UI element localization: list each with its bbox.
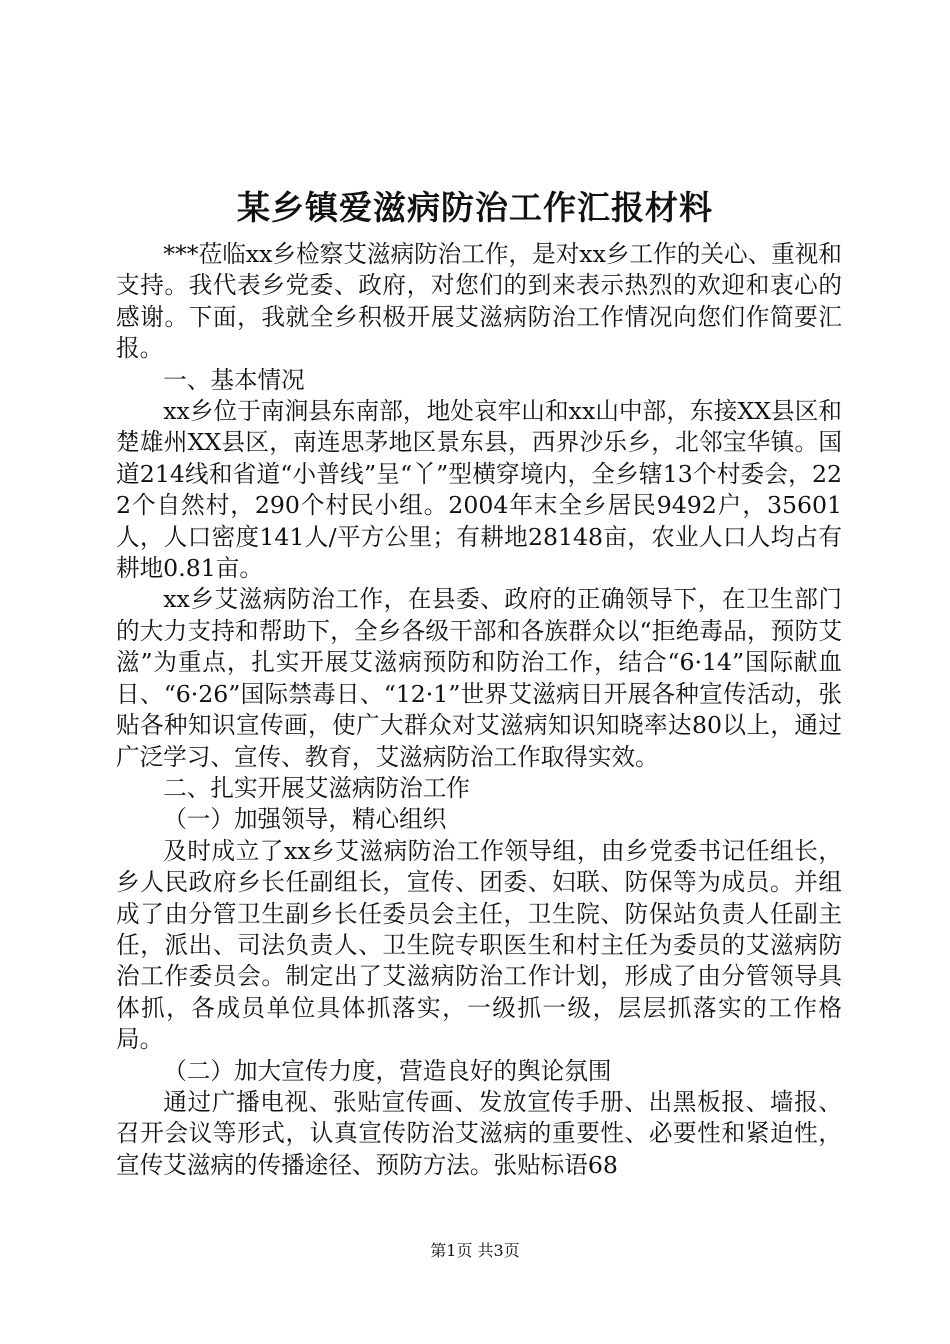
document-body: [116, 239, 842, 1181]
subsection-heading-publicity: （二）加大宣传力度，营造良好的舆论氛围: [163, 1056, 612, 1085]
intro-paragraph: ***莅临xx乡检察艾滋病防治工作，是对xx乡工作的关心、重视和支持。我代表乡党委、政府，对您们的到来表示热烈的欢迎和衷心的感谢。下面，我就全乡积极开展艾滋病防治工作情况向您们作简要汇报。: [116, 240, 842, 363]
section-heading-basic-situation: 一、基本情况: [163, 365, 305, 394]
section-heading-prevention-work: 二、扎实开展艾滋病防治工作: [163, 773, 470, 802]
aids-prevention-overview-paragraph: xx乡艾滋病防治工作，在县委、政府的正确领导下，在卫生部门的大力支持和帮助下，全乡各级干部和各族群众以“拒绝毒品，预防艾滋”为重点，扎实开展艾滋病预防和防治工作，结合“6·14”国际献血日、“6·26”国际禁毒日、“12·1”世界艾滋病日开展各种宣传活动，张贴各种知识宣传画，使广大群众对艾滋病知识知晓率达80以上，通过广泛学习、宣传、教育，艾滋病防治工作取得实效。: [116, 585, 842, 771]
basic-situation-paragraph: xx乡位于南涧县东南部，地处哀牢山和xx山中部，东接XX县区和楚雄州XX县区，南连思茅地区景东县，西界沙乐乡，北邻宝华镇。国道214线和省道“小普线”呈“丫”型横穿境内，全乡辖13个村委会，222个自然村，290个村民小组。2004年末全乡居民9492户，35601人，人口密度141人/平方公里；有耕地28148亩，农业人口人均占有耕地0.81亩。: [116, 397, 842, 583]
leadership-paragraph: 及时成立了xx乡艾滋病防治工作领导组，由乡党委书记任组长，乡人民政府乡长任副组长，宣传、团委、妇联、防保等为成员。并组成了由分管卫生副乡长任委员会主任，卫生院、防保站负责人任副主任，派出、司法负责人、卫生院专职医生和村主任为委员的艾滋病防治工作委员会。制定出了艾滋病防治工作计划，形成了由分管领导具体抓，各成员单位具体抓落实，一级抓一级，层层抓落实的工作格局。: [116, 836, 842, 1054]
subsection-heading-leadership: （一）加强领导，精心组织: [163, 805, 447, 834]
document-title: 某乡镇爱滋病防治工作汇报材料: [237, 188, 713, 227]
publicity-paragraph: 通过广播电视、张贴宣传画、发放宣传手册、出黑板报、墙报、召开会议等形式，认真宣传防治艾滋病的重要性、必要性和紧迫性，宣传艾滋病的传播途径、预防方法。张贴标语68: [116, 1087, 842, 1179]
page-number-footer: 第1页 共3页: [430, 1241, 520, 1260]
